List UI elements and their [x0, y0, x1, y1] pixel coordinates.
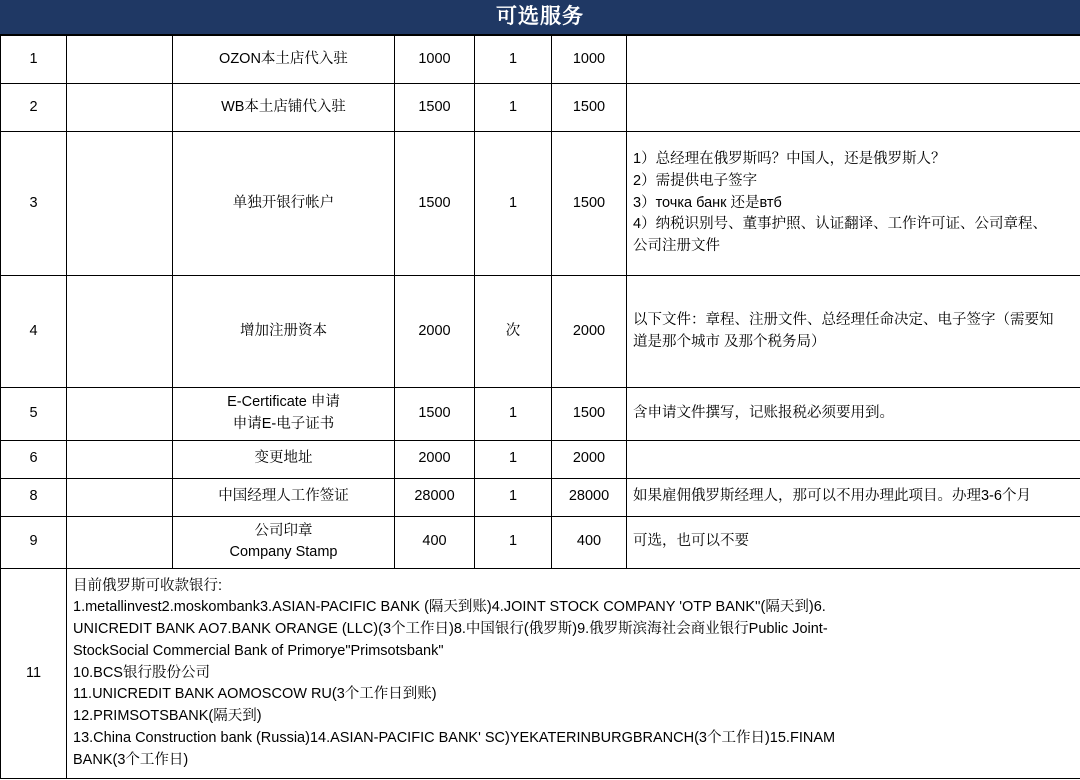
remark-line: 公司注册文件 — [633, 238, 720, 255]
bank-list-line: 11.UNICREDIT BANK AOMOSCOW RU(3个工作日到账) — [73, 686, 437, 703]
amount: 400 — [552, 516, 627, 569]
row-number: 1 — [1, 36, 67, 84]
quantity: 1 — [475, 478, 552, 516]
bank-list-cell — [67, 569, 1080, 779]
unit-price: 2000 — [395, 440, 475, 478]
quantity: 1 — [475, 516, 552, 569]
remark — [627, 276, 1080, 388]
amount: 1500 — [552, 84, 627, 132]
row-number: 3 — [1, 132, 67, 276]
quantity: 1 — [475, 388, 552, 441]
service-name: 中国经理人工作签证 — [173, 478, 395, 516]
unit-price: 2000 — [395, 276, 475, 388]
amount: 1000 — [552, 36, 627, 84]
unit-price: 28000 — [395, 478, 475, 516]
row-blank-cell — [67, 276, 173, 388]
service-name: 单独开银行帐户 — [173, 132, 395, 276]
service-name-line: 申请E-电子证书 — [232, 415, 335, 432]
bank-list-line: 1.metallinvest2.moskombank3.ASIAN-PACIFIC BANK (隔天到账)4.JOINT STOCK COMPANY 'OTP BANK''(隔天到)6. — [73, 599, 826, 616]
page-title: 可选服务 — [0, 0, 1080, 35]
row-number: 5 — [1, 388, 67, 441]
remark-line: 以下文件：章程、注册文件、总经理任命决定、电子签字（需要知 — [633, 311, 1054, 328]
quantity: 1 — [475, 440, 552, 478]
service-name — [173, 516, 395, 569]
table-row — [1, 36, 1080, 84]
optional-services-table — [0, 35, 1080, 779]
service-name: 变更地址 — [173, 440, 395, 478]
table-row — [1, 388, 1080, 441]
quantity: 次 — [475, 276, 552, 388]
bank-list-line: 10.BCS银行股份公司 — [73, 664, 210, 681]
quantity: 1 — [475, 132, 552, 276]
row-blank-cell — [67, 440, 173, 478]
remark — [627, 440, 1080, 478]
bank-list-line: StockSocial Commercial Bank of Primorye"Primsotsbank" — [73, 642, 444, 659]
amount: 28000 — [552, 478, 627, 516]
row-blank-cell — [67, 516, 173, 569]
row-blank-cell — [67, 132, 173, 276]
amount: 1500 — [552, 388, 627, 441]
table-row — [1, 84, 1080, 132]
service-name-line: E-Certificate 申请 — [227, 394, 340, 410]
row-number: 6 — [1, 440, 67, 478]
amount: 1500 — [552, 132, 627, 276]
remark-line: 2）需提供电子签字 — [633, 172, 758, 189]
amount: 2000 — [552, 276, 627, 388]
remark-line: 道是那个城市 及那个税务局） — [633, 333, 826, 350]
table-row — [1, 478, 1080, 516]
service-name-line: Company Stamp — [229, 544, 338, 561]
row-number: 4 — [1, 276, 67, 388]
bank-list-line: 12.PRIMSOTSBANK(隔天到) — [73, 708, 262, 725]
service-name: WB本土店铺代入驻 — [173, 84, 395, 132]
table-row — [1, 440, 1080, 478]
remark — [627, 36, 1080, 84]
service-name — [173, 388, 395, 441]
unit-price: 400 — [395, 516, 475, 569]
bank-list-line: 目前俄罗斯可收款银行: — [73, 577, 223, 594]
row-blank-cell — [67, 388, 173, 441]
row-number: 9 — [1, 516, 67, 569]
remark — [627, 132, 1080, 276]
remark-line: 3）точка банк 还是втб — [633, 194, 782, 211]
table-row — [1, 276, 1080, 388]
row-number: 8 — [1, 478, 67, 516]
table-row-bank-list — [1, 569, 1080, 779]
bank-list-line: 13.China Construction bank (Russia)14.ASIAN-PACIFIC BANK' SC)YEKATERINBURGBRANCH(3个工作日)15.FINAM — [73, 729, 836, 746]
row-blank-cell — [67, 36, 173, 84]
bank-list-line: UNICREDIT BANK AO7.BANK ORANGE (LLC)(3个工作日)8.中国银行(俄罗斯)9.俄罗斯滨海社会商业银行Public Joint- — [73, 621, 828, 638]
unit-price: 1500 — [395, 132, 475, 276]
remark: 如果雇佣俄罗斯经理人，那可以不用办理此项目。办理3-6个月 — [627, 478, 1080, 516]
service-name: 增加注册资本 — [173, 276, 395, 388]
bank-list-line: BANK(3个工作日) — [73, 751, 189, 768]
service-name-line: 公司印章 — [254, 522, 313, 539]
unit-price: 1500 — [395, 388, 475, 441]
row-blank-cell — [67, 84, 173, 132]
row-number: 11 — [1, 569, 67, 779]
unit-price: 1000 — [395, 36, 475, 84]
row-number: 2 — [1, 84, 67, 132]
remark: 可选，也可以不要 — [627, 516, 1080, 569]
unit-price: 1500 — [395, 84, 475, 132]
quantity: 1 — [475, 36, 552, 84]
remark-line: 1）总经理在俄罗斯吗？中国人，还是俄罗斯人？ — [633, 151, 946, 168]
quantity: 1 — [475, 84, 552, 132]
row-blank-cell — [67, 478, 173, 516]
remark — [627, 84, 1080, 132]
remark: 含申请文件撰写，记账报税必须要用到。 — [627, 388, 1080, 441]
service-name: OZON本土店代入驻 — [173, 36, 395, 84]
remark-line: 4）纳税识别号、董事护照、认证翻译、工作许可证、公司章程、 — [633, 216, 1048, 233]
table-row — [1, 132, 1080, 276]
amount: 2000 — [552, 440, 627, 478]
table-row — [1, 516, 1080, 569]
